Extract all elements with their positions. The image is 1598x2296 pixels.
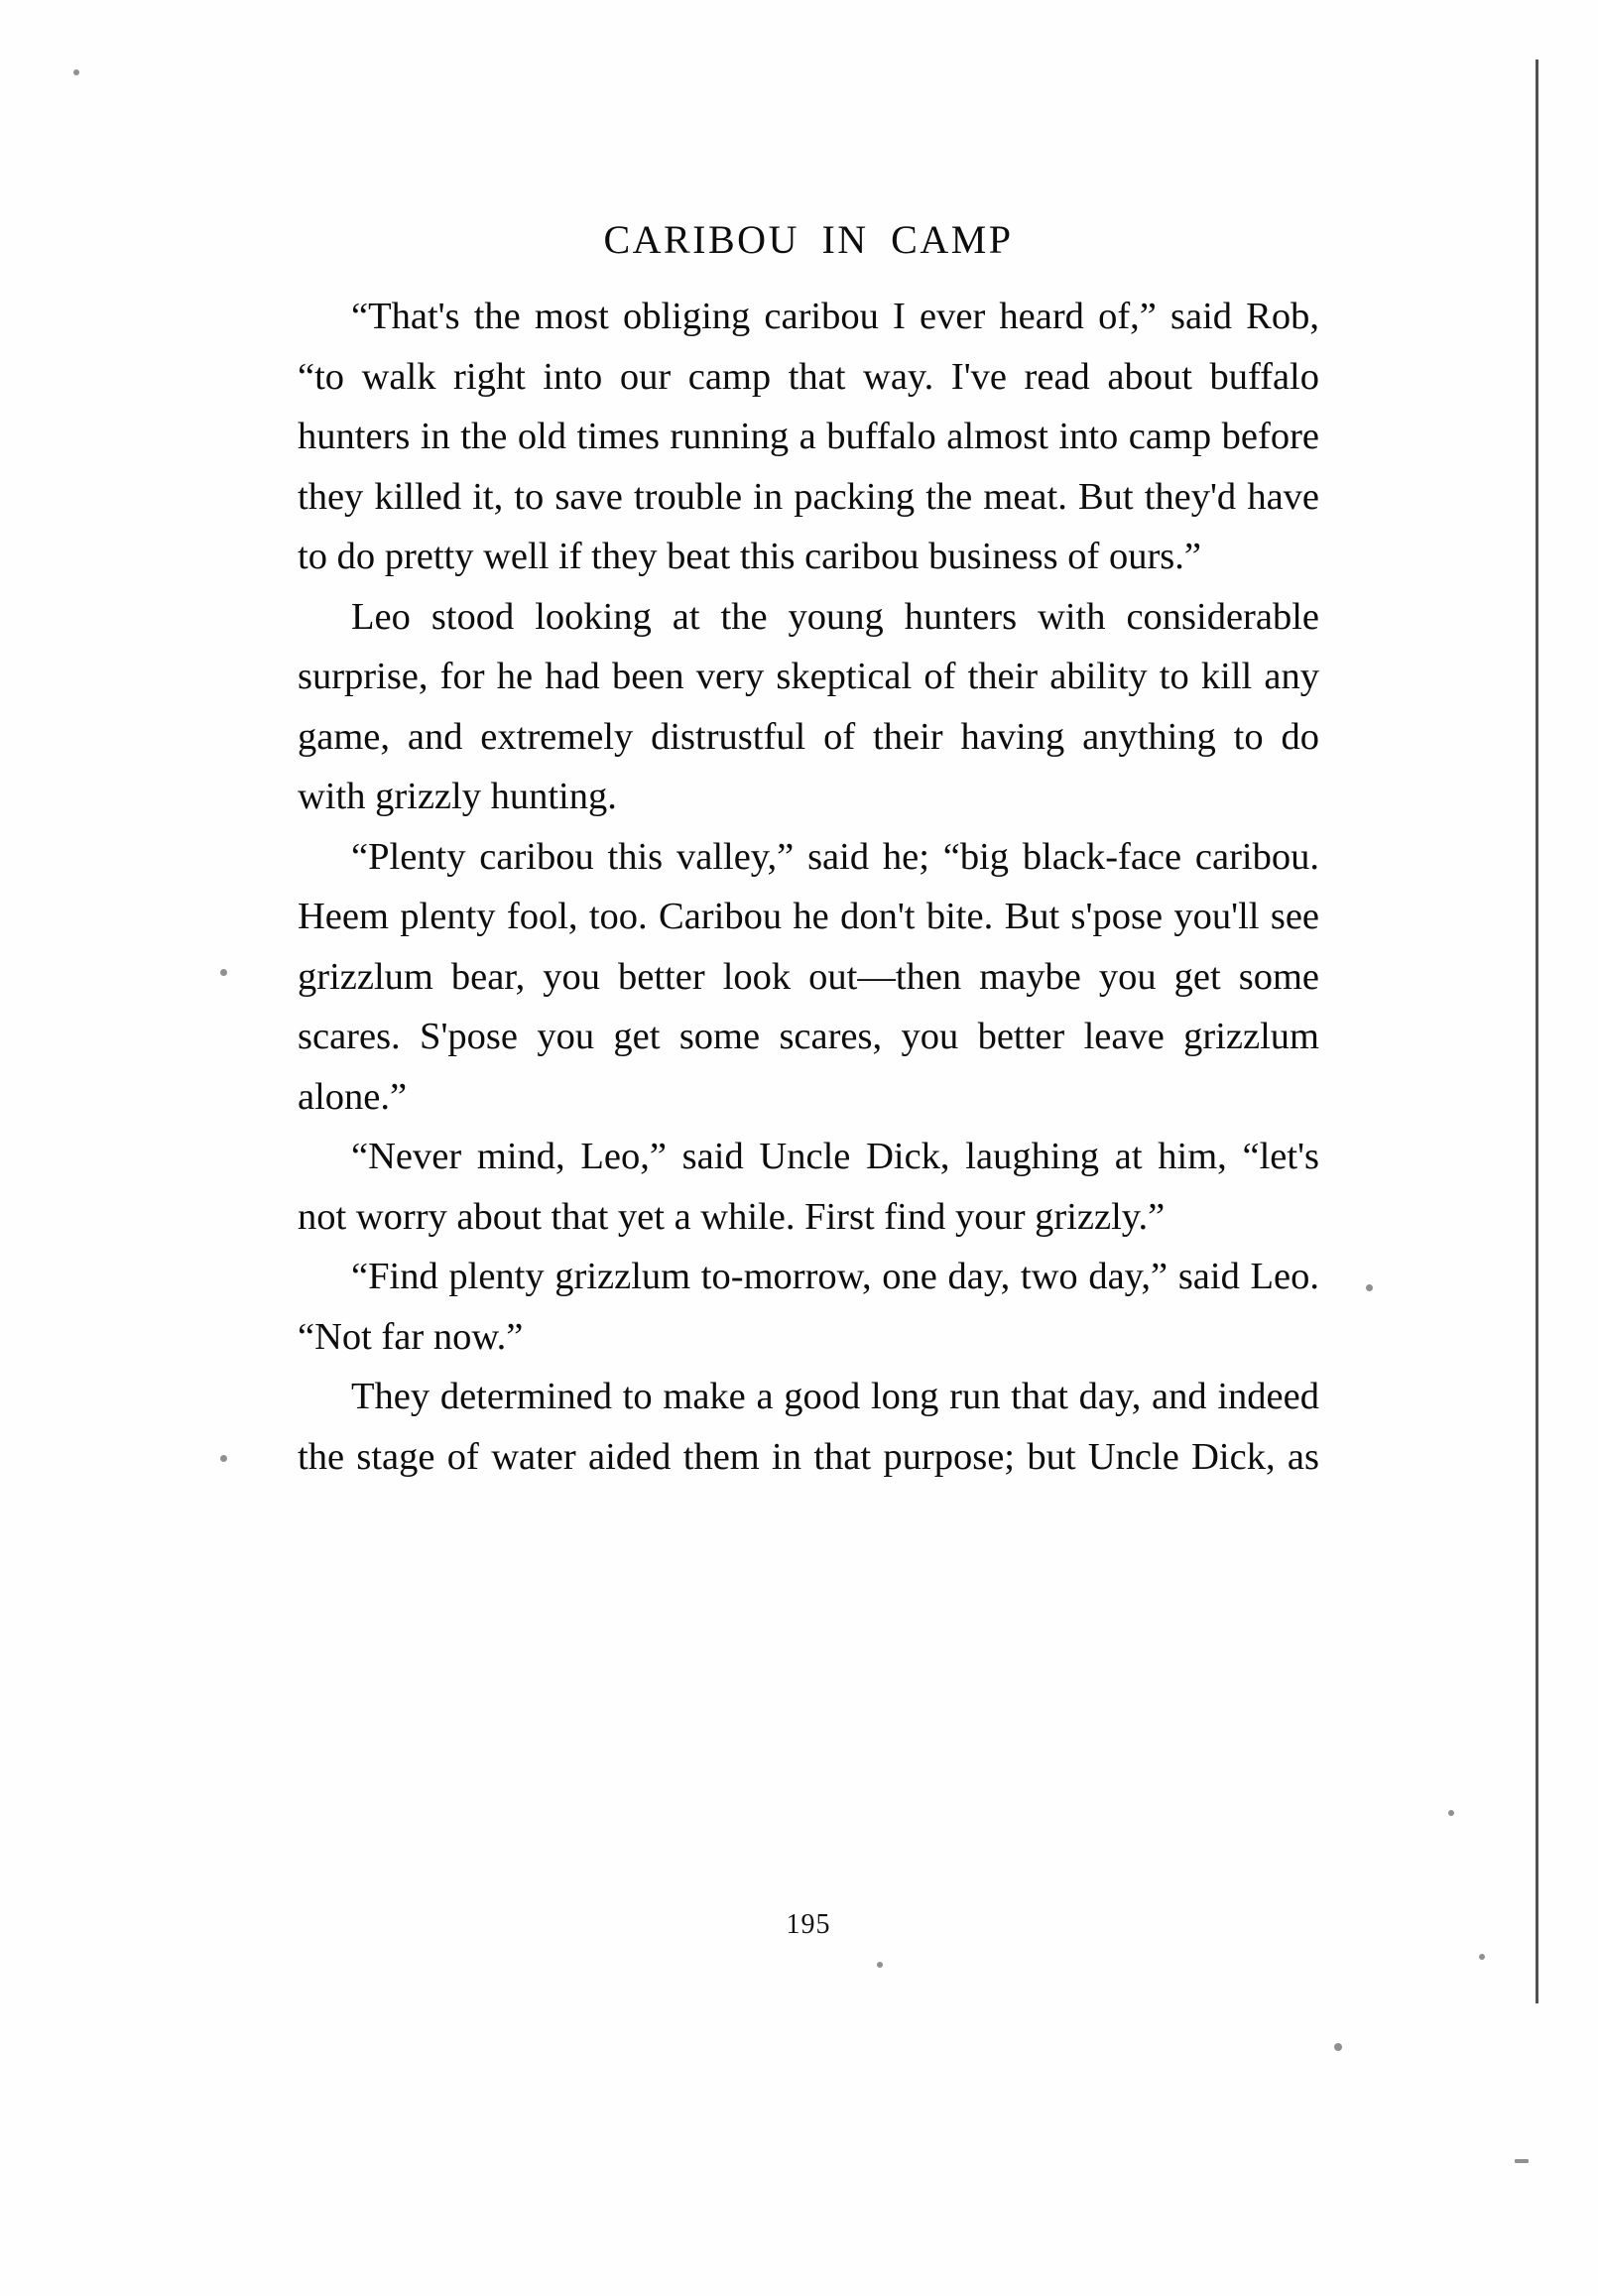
- paragraph: “Never mind, Leo,” said Uncle Dick, laughing at him, “let's not worry about that yet a while. First find your grizzly.”: [298, 1136, 1319, 1238]
- scan-speck: [1479, 1954, 1485, 1960]
- scan-speck: [220, 969, 227, 976]
- paragraph: “Plenty caribou this valley,” said he; “big black-face caribou. Heem plenty fool, too. Caribou he don't bite. But s'pose you'll see grizzlum bear, you better look out—then maybe you get some scares. S'pose you get some scares, you better leave grizzlum alone.”: [298, 835, 1319, 1118]
- scan-speck: [1366, 1284, 1373, 1291]
- paragraph: They determined to make a good long run that day, and indeed the stage of water aided them in that purpose; but Uncle Dick, as: [298, 1376, 1319, 1478]
- scan-speck: [1448, 1810, 1454, 1816]
- running-head: CARIBOU IN CAMP: [603, 217, 1014, 262]
- paragraph: “Find plenty grizzlum to-morrow, one day, two day,” said Leo. “Not far now.”: [298, 1256, 1319, 1358]
- page-text-block: [298, 216, 1319, 1487]
- paragraph: Leo stood looking at the young hunters with considerable surprise, for he had been very skeptical of their ability to kill any game, and extremely distrustful of their having anything to do with grizzly hunting.: [298, 595, 1319, 817]
- page-number: 195: [786, 1909, 831, 1940]
- paragraph: “That's the most obliging caribou I ever heard of,” said Rob, “to walk right into our camp that way. I've read about buffalo hunters in the old times running a buffalo almost into camp before they killed it, to save trouble in packing the meat. But they'd have to do pretty well if they beat this caribou business of ours.”: [298, 296, 1319, 577]
- scan-speck: [1334, 2043, 1342, 2051]
- scan-speck: [73, 69, 79, 75]
- scan-speck: [220, 1455, 227, 1462]
- scan-speck: [1515, 2159, 1529, 2163]
- scan-speck: [877, 1962, 883, 1968]
- page-edge-rule: [1536, 60, 1538, 2003]
